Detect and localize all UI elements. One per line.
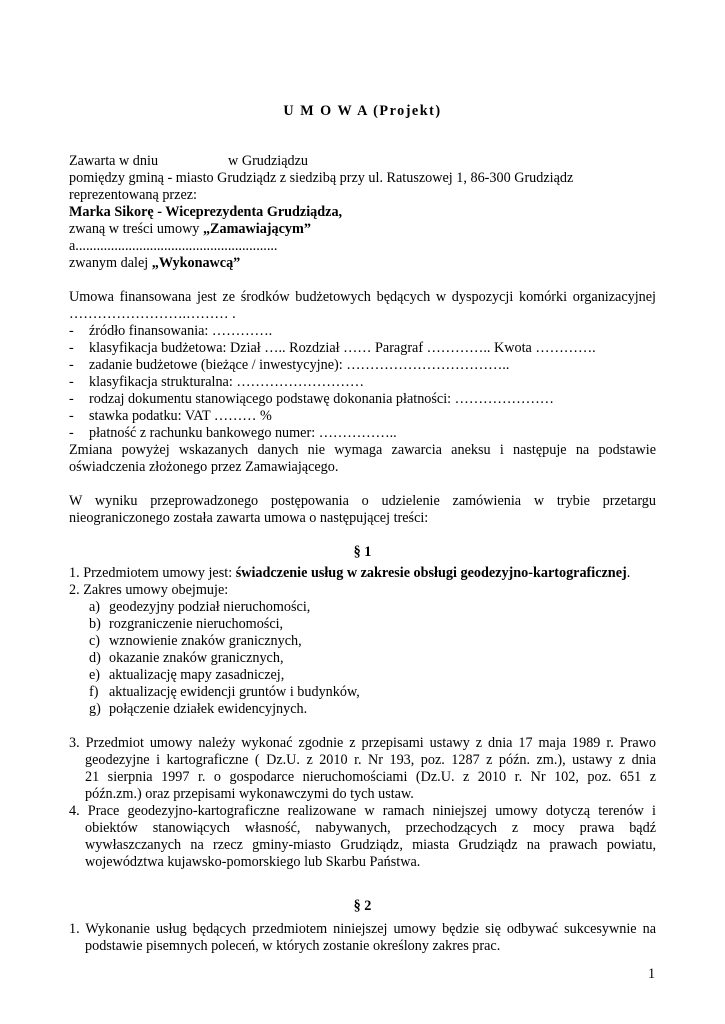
procedure-intro-end: nieograniczonego została zawarta umowa o następującej treści: (69, 510, 429, 526)
represented-by-line: reprezentowaną przez: (69, 187, 197, 203)
funding-intro: Umowa finansowana jest ze środków budżetowych będących w dyspozycji komórki organizacyjnej (69, 289, 656, 305)
works-scope-line: województwa kujawsko-pomorskiego lub Skarbu Państwa. (85, 854, 421, 870)
section-1-heading: § 1 (353, 544, 372, 560)
works-scope-line: obiektów stanowiących własność, nabywanych, przechodzących z mocy prawa bądź (85, 820, 656, 836)
scope-item: e) aktualizację mapy zasadniczej, (89, 667, 285, 683)
funding-item: - zadanie budżetowe (bieżące / inwestycyjne): …………………………….. (69, 357, 510, 373)
ordering-party-line: zwaną w treści umowy „Zamawiającym” (69, 221, 311, 237)
representative-name: Marka Sikorę - Wiceprezydenta Grudziądza, (69, 204, 343, 220)
legal-basis-line: geodezyjne i kartograficzne ( Dz.U. z 2010 r. Nr 193, poz. 1287 z późn. zm.), ustawy z dnia (85, 752, 656, 768)
funding-dots: …………………….……… . (69, 306, 236, 322)
parties-line: pomiędzy gminą - miasto Grudziądz z siedzibą przy ul. Ratuszowej 1, 86-300 Grudziądz (69, 170, 574, 186)
scope-item: b) rozgraniczenie nieruchomości, (89, 616, 284, 632)
funding-item: - płatność z rachunku bankowego numer: …………….. (69, 425, 397, 441)
contractor-blank-line: a......................................................... (69, 238, 278, 254)
section-2-heading: § 2 (353, 898, 372, 914)
scope-item: f) aktualizację ewidencji gruntów i budynków, (89, 684, 360, 700)
legal-basis-line: 3. Przedmiot umowy należy wykonać zgodnie z przepisami ustawy z dnia 17 maja 1989 r. Prawo (69, 735, 656, 751)
funding-change-note: Zmiana powyżej wskazanych danych nie wymaga zawarcia aneksu i następuje na podstawie (69, 442, 656, 458)
works-scope-line: wywłaszczanych na rzecz gminy-miasto Grudziądz, miasta Grudziądz na prawach powiatu, (85, 837, 656, 853)
procedure-intro: W wyniku przeprowadzonego postępowania o udzielenie zamówienia w trybie przetargu (69, 493, 656, 509)
funding-item: - źródło finansowania: …………. (69, 323, 273, 339)
funding-change-note-end: oświadczenia złożonego przez Zamawiającego. (69, 459, 339, 475)
scope-item: d) okazanie znaków granicznych, (89, 650, 284, 666)
page-number: 1 (648, 966, 656, 982)
legal-basis-line: późn.zm.) oraz przepisami wykonawczymi do tych ustaw. (85, 786, 414, 802)
scope-item: c) wznowienie znaków granicznych, (89, 633, 302, 649)
execution-line: podstawie pisemnych poleceń, w których zostanie określony zakres prac. (85, 938, 501, 954)
scope-heading: 2. Zakres umowy obejmuje: (69, 582, 229, 598)
legal-basis-line: 21 sierpnia 1997 r. o gospodarce nieruchomościami (Dz.U. z 2010 r. Nr 102, poz. 651 z (85, 769, 656, 785)
funding-item: - stawka podatku: VAT ……… % (69, 408, 272, 424)
document-title: U M O W A (Projekt) (283, 103, 442, 119)
works-scope-line: 4. Prace geodezyjno-kartograficzne realizowane w ramach niniejszej umowy dotyczą terenów i (69, 803, 656, 819)
scope-item: a) geodezyjny podział nieruchomości, (89, 599, 311, 615)
funding-item: - klasyfikacja strukturalna: ……………………… (69, 374, 365, 390)
subject-of-contract: 1. Przedmiotem umowy jest: świadczenie usług w zakresie obsługi geodezyjno-kartograficznej. (69, 565, 631, 581)
funding-item: - klasyfikacja budżetowa: Dział ….. Rozdział …… Paragraf ………….. Kwota …………. (69, 340, 596, 356)
funding-item: - rodzaj dokumentu stanowiącego podstawę dokonania płatności: ………………… (69, 391, 554, 407)
contractor-line: zwanym dalej „Wykonawcą” (69, 255, 241, 271)
execution-line: 1. Wykonanie usług będących przedmiotem niniejszej umowy będzie się odbywać sukcesywnie na (69, 921, 656, 937)
contract-date-line: Zawarta w dniu w Grudziądzu (69, 153, 309, 169)
scope-item: g) połączenie działek ewidencyjnych. (89, 701, 308, 717)
